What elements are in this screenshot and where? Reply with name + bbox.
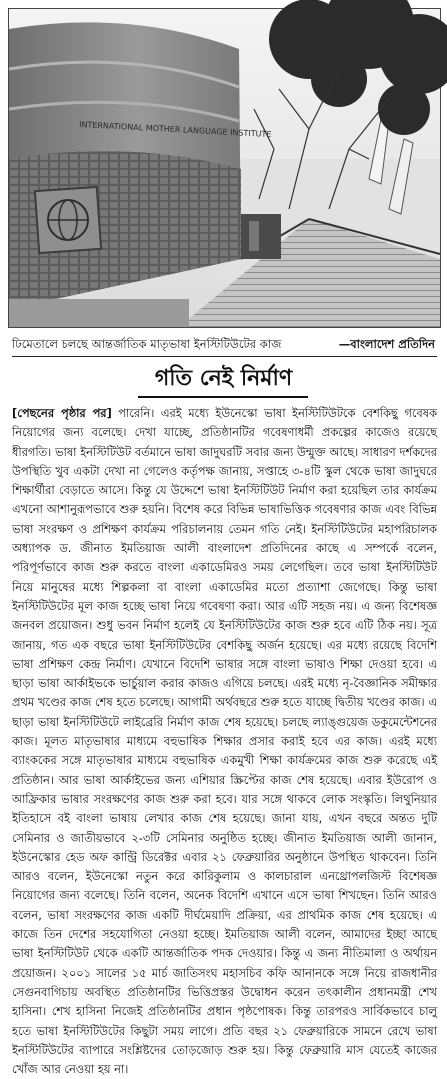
headline: গতি নেই নির্মাণ	[154, 366, 293, 391]
continuation-marker: [পেছনের পৃষ্ঠার পর]	[12, 406, 112, 420]
article-text: পারেনি। এরই মধ্যে ইউনেস্কো ভাষা ইনস্টিটিউটকে বেশকিছু গবেষক নিয়োগের জন্য বলেছে। দেখা যাচ্ছে, প্রতিষ্ঠানটির গবেষণাধর্মী প্রকল্পের কাজেও রয়েছে ধীরগতি। ভাষা ইনস্টিটিউট বর্তমানে ভাষা জাদুঘরটি সবার জন্য উন্মুক্ত আছে। সাধারণ দর্শকদের উপস্থিতি খুব একটা দেখা না গেলেও কর্তৃপক্ষ জানায়, সপ্তাহে ৩-৪টি স্কুল থেকে ভাষা জাদুঘরে শিক্ষার্থীরা বেড়াতে আসে। কিন্তু যে উদ্দেশে ভাষা ইনস্টিটিউট নির্মাণ করা হয়েছিল তার কার্যক্রম এখনো আশানুরূপভাবে শুরু হয়নি। বিশেষ করে বিভিন্ন ভাষাভিত্তিক গবেষণার কাজ এবং বিভিন্ন ভাষা সংরক্ষণ ও প্রশিক্ষণ কার্যক্রম পরিচালনায় তেমন গতি নেই। ইনস্টিটিউটের মহাপরিচালক অধ্যাপক ড. জীনাত ইমতিয়াজ আলী বাংলাদেশ প্রতিদিনের কাছে এ সম্পর্কে বলেন, পরিপূর্ণভাবে কাজ শুরু করতে বাংলা একাডেমিরও সময় লেগেছিল। তবে ভাষা ইনস্টিটিউট নিয়ে মানুষের মধ্যে শিল্পকলা বা বাংলা একাডেমির মতো প্রত্যাশা জেগেছে। কিন্তু ভাষা ইনস্টিটিউটের মূল কাজ হচ্ছে ভাষা নিয়ে গবেষণা করা। আর এটি সহজ নয়। এ জন্য বিশেষজ্ঞ জনবল প্রয়োজন। শুধু ভবন নির্মাণ হলেই যে ইনস্টিটিউটের কাজ শুরু হবে এটি ঠিক নয়। সূত্র জানায়, গত এক বছরে ভাষা ইনস্টিটিউটের বেশকিছু অর্জন হয়েছে। এর মধ্যে রয়েছে বিদেশি ভাষা প্রশিক্ষণ কেন্দ্র নির্মাণ। যেখানে বিদেশি ভাষার সঙ্গে বাংলা ভাষাও শিক্ষা দেওয়া হবে। এ ছাড়া ভাষা আর্কাইভকে ভার্চুয়াল করার কাজও এগিয়ে চলছে। এরই মধ্যে নৃ-বৈজ্ঞানিক সমীক্ষার প্রথম খণ্ডের কাজ শেষ হতে চলেছে। আগামী অর্থবছরে শুরু হতে যাচ্ছে দ্বিতীয় খণ্ডের কাজ। এ ছাড়া ভাষা ইনস্টিটিউটে লাইব্রেরি নির্মাণ কাজ শেষ হয়েছে। চলছে ল্যাঙ্গুয়েজ ডকুমেন্টেশনের কাজ। মূলত মাতৃভাষার মাধ্যমে বহুভাষিক শিক্ষার প্রসার করাই হবে এর কাজ। এরই মধ্যে ব্যাংককের সঙ্গে মাতৃভাষার মাধ্যমে বহুভাষিক একমুখী শিক্ষা কার্যক্রমের কাজ শুরু করেছে এই প্রতিষ্ঠান। আর ভাষা আর্কাইভের জন্য এশিয়ার স্ক্রিপ্টের কাজ শেষ হয়েছে। এবার ইউরোপ ও আফ্রিকার ভাষার সংরক্ষণের কাজ শুরু করা হবে। যার সঙ্গে থাকবে লোক সংস্কৃতি। লিথুনিয়ার ইতিহাসে বই বাংলা ভাষায় লেখার কাজ শেষ হয়েছে। জানা যায়, এখন বছরে অন্তত দুটি সেমিনার ও জাতীয়ভাবে ২-৩টি সেমিনার অনুষ্ঠিত হচ্ছে। জীনাত ইমতিয়াজ আলী জানান, ইউনেস্কোর হেড অফ কান্ট্রি ডিরেক্টর এবার ২১ ফেব্রুয়ারির অনুষ্ঠানে উপস্থিত থাকবেন। তিনি আরও বলেন, ইউনেস্কো নতুন করে কারিকুলাম ও কালচারাল এনথ্রোপলজিস্ট বিশেষজ্ঞ নিয়োগের জন্য বলেছে। তিনি বলেন, অনেক বিদেশি এখানে এসে ভাষা শিখছেন। তিনি আরও বলেন, ভাষা সংরক্ষণের কাজ একটি দীর্ঘমেয়াদি প্রক্রিয়া, এর প্রাথমিক কাজ শেষ হয়েছে। এ কাজে তিন দেশের সহযোগিতা নেওয়া হচ্ছে। ইমতিয়াজ আলী বলেন, আমাদের ইচ্ছা আছে ভাষা ইনস্টিটিউট থেকে একটি আন্তর্জাতিক পদক দেওয়ার। কিন্তু এ জন্য নীতিমালা ও অর্থায়ন প্রয়োজন। ২০০১ সালের ১৫ মার্চ জাতিসংঘ মহাসচিব কফি আনানকে সঙ্গে নিয়ে রাজধানীর সেগুনবাগিচায় অবস্থিত প্রতিষ্ঠানটির ভিত্তিপ্রস্তর উদ্বোধন করেন তৎকালীন প্রধানমন্ত্রী শেখ হাসিনা। শেখ হাসিনা নিজেই প্রতিষ্ঠানটির প্রধান পৃষ্ঠপোষক। কিন্তু তারপরও সার্বিকভাবে চালু হতে ভাষা ইনস্টিটিউটের কিছুটা সময় লাগে। প্রতি বছর ২১ ফেব্রুয়ারিকে সামনে রেখে ভাষা ইনস্টিটিউটের ব্যাপারে সংশ্লিষ্টদের তোড়জোড় শুরু হয়। কিন্তু ফেব্রুয়ারি মাস যেতেই কাজের খোঁজ আর নেওয়া হয় না।	[12, 406, 437, 1077]
building-sign-text: INTERNATIONAL MOTHER LANGUAGE INSTITUTE	[78, 120, 272, 140]
photo-credit: —বাংলাদেশ প্রতিদিন	[338, 337, 435, 351]
institute-building-photo	[9, 9, 440, 327]
photo-caption: ঢিমেতালে চলছে আন্তর্জাতিক মাতৃভাষা ইনস্টিটিউটের কাজ	[12, 337, 282, 351]
article-body	[12, 404, 437, 1077]
headline-underline	[138, 396, 308, 398]
photo-caption-row	[12, 334, 437, 357]
news-photo	[8, 8, 441, 328]
